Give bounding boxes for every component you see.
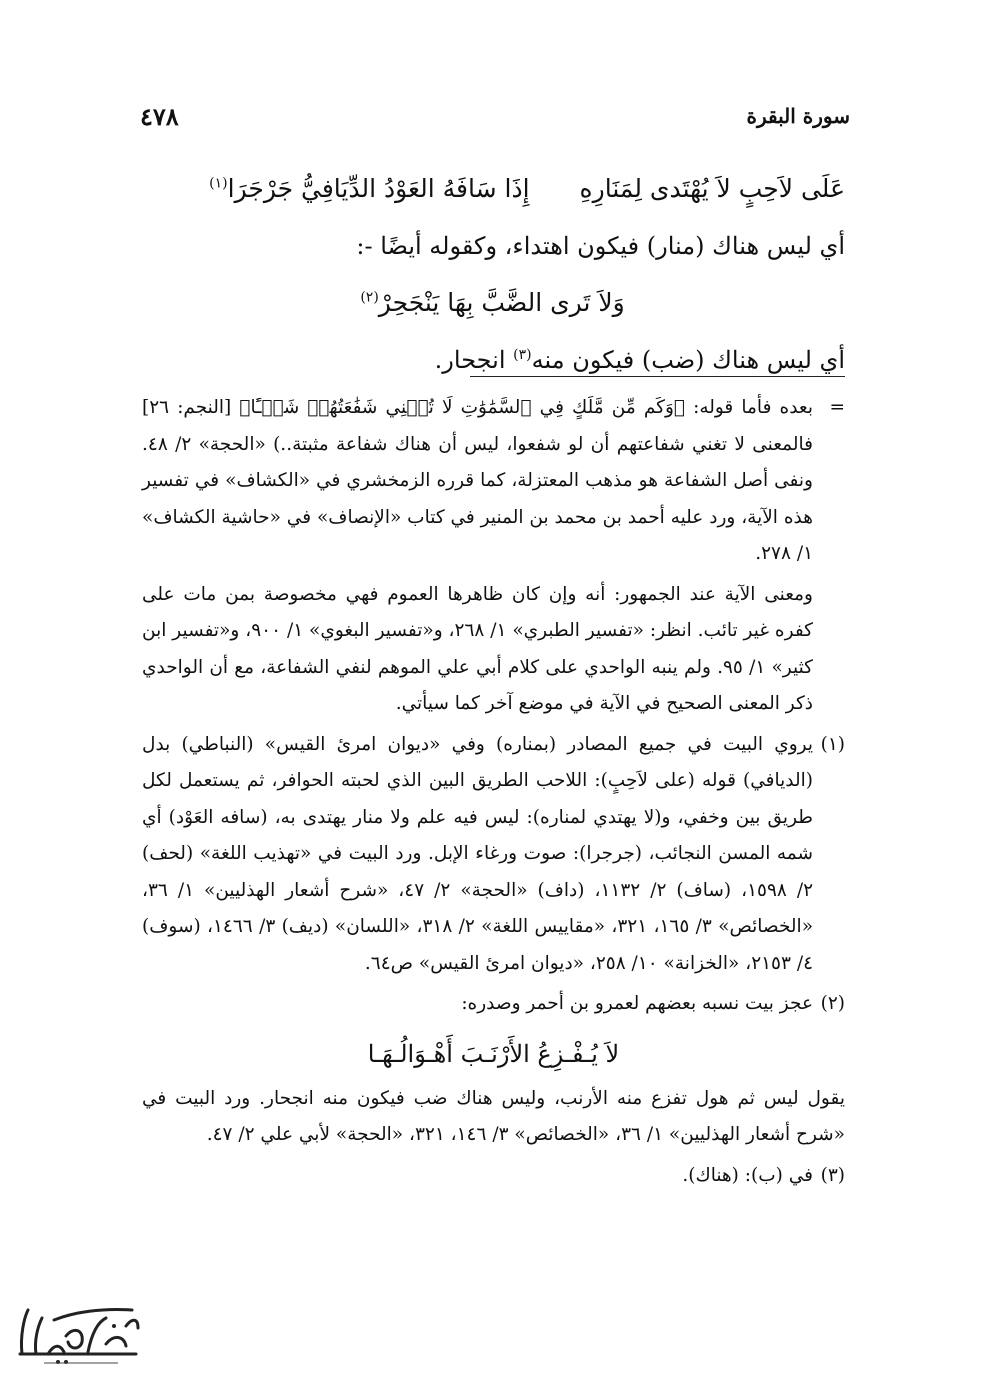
footnote-ref-2: (٢) (360, 289, 379, 306)
poetry-verse-2 (140, 274, 845, 332)
continuation-paragraph-1: بعده فأما قوله: ﴿وَكَم مِّن مَّلَكٍ فِي ٱلسَّمَٰوَٰتِ لَا تُغۡنِي شَفَٰعَتُهُمۡ شَيۡـًٔا﴾ [النجم: ٢٦] فالمعنى لا تغني شفاعتهم أن لو شفعوا، ليس أن هناك شفاعة مثبتة..) «الحجة» ٢/ ٤٨. ونفى أصل الشفاعة هو مذهب المعتزلة، كما قرره الزمخشري في «الكشاف» في تفسير هذه الآية، ورد عليه أحمد بن محمد بن المنير في كتاب «الإنصاف» في «حاشية الكشاف» ١/ ٢٧٨. (142, 397, 813, 564)
footnote-continuation (142, 390, 845, 727)
verse-2-text: وَلاَ تَرى الضَّبَّ بِهَا يَنْجَحِرْ (378, 288, 625, 317)
main-line-4: أي ليس هناك (ضب) فيكون منه$^{(٣)}$ انجحار. (434, 346, 845, 374)
main-line-2: أي ليس هناك (منار) فيكون اهتداء، وكقوله أيضًا -: (356, 232, 845, 260)
footnote-ref-3: (٣) (513, 347, 532, 363)
main-text (140, 160, 845, 388)
footnote-1-marker: (١) (820, 733, 845, 755)
page-number: ٤٧٨ (140, 101, 179, 131)
footnote-3-marker: (٣) (820, 1164, 845, 1186)
page-header (140, 96, 850, 136)
footnotes (142, 390, 845, 1198)
poetry-verse-1 (140, 160, 845, 218)
footnote-2-verse: لاَ يُـفْـزِعُ الأَرْنَـبَ أَهْـوَالُـهَـا (367, 1039, 620, 1068)
footnote-1-text: يروي البيت في جميع المصادر (بمناره) وفي «ديوان امرئ القيس» (النباطي) بدل (الديافي) قوله (على لاَحِبٍ): اللاحب الطريق البين الذي لحبته الحوافر، ثم يستعمل لكل طريق بين وخفي، و(لا يهتدي لمناره): ليس فيه علم ولا منار يهتدى به، (سافه العَوْد) أي شمه المسن النجائب، (جرجرا): صوت ورغاء الإبل. ورد البيت في «تهذيب اللغة» (لحف) ٢/ ١٥٩٨، (ساف) ٢/ ١١٣٢، (داف) «الحجة» ٢/ ٤٧، «شرح أشعار الهذليين» ١/ ٣٦، «الخصائص» ٣/ ١٦٥، ٣٢١، «مقاييس اللغة» ٢/ ٣١٨، «اللسان» (ديف) ٣/ ١٤٦٦، (سوف) ٤/ ٢١٥٣، «الخزانة» ١٠/ ٢٥٨، «ديوان امرئ القيس» ص٦٤. (142, 733, 814, 974)
footnote-2-marker: (٢) (820, 993, 845, 1014)
surah-name: سورة البقرة (746, 104, 850, 128)
continuation-marker: = (829, 397, 845, 418)
footnote-separator (470, 376, 845, 377)
footnote-2-text: يقول ليس ثم هول تفزع منه الأرنب، وليس هناك ضب فيكون منه انجحار. ورد البيت في «شرح أشعار الهذليين» ١/ ٣٦، «الخصائص» ٣/ ١٤٦، ٣٢١، «الحجة» لأبي علي ٢/ ٤٧. (142, 1087, 845, 1145)
footnote-2-intro: عجز بيت نسبه بعضهم لعمرو بن أحمر وصدره: (461, 993, 813, 1014)
verse-1-second-hemistich: إِذَا سَافَهُ العَوْدُ الدِّيَافِيُّ جَرْجَرَا$^{(١)}$ (209, 174, 530, 203)
footnote-2-commentary (142, 1081, 845, 1158)
footnote-ref-1: (١) (209, 175, 228, 192)
footnote-3 (142, 1158, 845, 1199)
footnote-2 (142, 986, 845, 1027)
footnote-3-text: في (ب): (هناك). (682, 1164, 813, 1186)
footnote-1 (142, 727, 845, 987)
verse-1-first-hemistich: عَلَى لاَحِبٍ لاَ يُهْتَدى لِمَنَارِهِ (579, 174, 845, 203)
continuation-paragraph-2: ومعنى الآية عند الجمهور: أنه وإن كان ظاهرها العموم فهي مخصوصة بمن مات على كفره غير تائب. انظر: «تفسير الطبري» ١/ ٢٦٨، و«تفسير البغوي» ١/ ٩٠٠، و«تفسير ابن كثير» ١/ ٩٥. ولم ينبه الواحدي على كلام أبي علي الموهم لنفي الشفاعة، مع أن الواحدي ذكر المعنى الصحيح في الآية في موضع آخر كما سيأتي. (142, 583, 813, 714)
calligraphy-stamp-logo (14, 1296, 144, 1368)
